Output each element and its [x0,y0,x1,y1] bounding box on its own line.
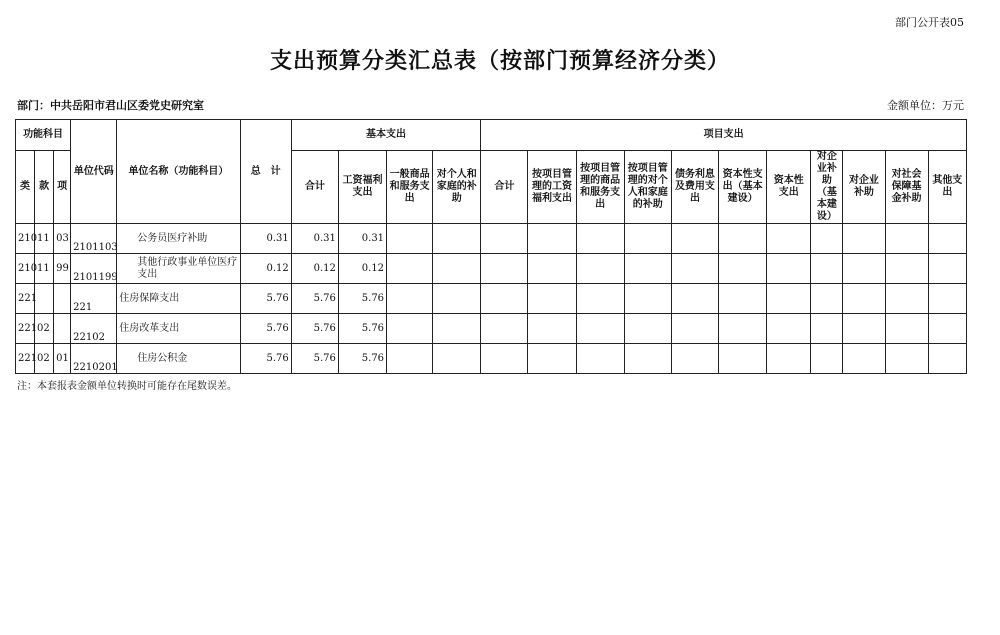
empty-cell [528,314,576,344]
empty-cell [928,224,966,254]
project-col-header: 对社会保障基金补助 [885,151,928,224]
empty-cell [576,344,624,374]
basic-total-cell: 0.31 [291,224,338,254]
empty-cell [719,224,767,254]
empty-cell [843,344,885,374]
lei-cell: 221 [16,314,35,344]
empty-cell [767,344,811,374]
total-cell: 5.76 [240,314,291,344]
total-header: 总 计 [240,120,291,224]
empty-cell [928,314,966,344]
amount-unit-label: 金额单位：万元 [887,99,964,112]
unit-name-cell: 公务员医疗补助 [117,224,240,254]
empty-cell [528,254,576,284]
total-cell: 0.12 [240,254,291,284]
empty-cell [387,344,433,374]
lei-header: 类 [16,151,35,224]
project-col-header: 合计 [481,151,528,224]
project-col-header: 按项目管理的工资福利支出 [528,151,576,224]
basic-col-header: 一般商品和服务支出 [387,151,433,224]
empty-cell [843,224,885,254]
unit-name-header: 单位名称（功能科目） [117,120,240,224]
empty-cell [528,284,576,314]
total-cell: 5.76 [240,284,291,314]
empty-cell [481,284,528,314]
unit-code-cell: 2101103 [71,224,117,254]
empty-cell [624,314,671,344]
basic-col-header: 对个人和家庭的补助 [433,151,481,224]
empty-cell [671,314,718,344]
empty-cell [811,254,843,284]
func-subject-header: 功能科目 [16,120,71,151]
expenditure-table [15,119,967,374]
basic-col-header: 合计 [291,151,338,224]
lei-cell: 221 [16,344,35,374]
empty-cell [885,224,928,254]
empty-cell [811,314,843,344]
empty-cell [719,344,767,374]
total-cell: 0.31 [240,224,291,254]
department-label: 部门：中共岳阳市君山区委党史研究室 [17,99,204,112]
empty-cell [885,284,928,314]
empty-cell [719,314,767,344]
empty-cell [843,314,885,344]
empty-cell [928,344,966,374]
empty-cell [576,224,624,254]
xiang-cell [54,284,71,314]
project-col-header: 债务利息及费用支出 [671,151,718,224]
project-col-header: 资本性支出（基本建设） [719,151,767,224]
basic-total-cell: 5.76 [291,314,338,344]
empty-cell [767,314,811,344]
footnote: 注：本套报表金额单位转换时可能存在尾数误差。 [17,381,237,392]
form-number: 部门公开表05 [895,16,964,29]
table-row [16,344,967,374]
kuan-header: 款 [35,151,54,224]
kuan-cell [35,284,54,314]
empty-cell [671,254,718,284]
lei-cell: 210 [16,224,35,254]
empty-cell [811,344,843,374]
empty-cell [843,254,885,284]
project-col-header: 其他支出 [928,151,966,224]
project-col-header: 按项目管理的商品和服务支出 [576,151,624,224]
unit-code-cell: 2101199 [71,254,117,284]
total-cell: 5.76 [240,344,291,374]
basic-total-cell: 5.76 [291,284,338,314]
unit-code-header: 单位代码 [71,120,117,224]
project-expenditure-header: 项目支出 [481,120,967,151]
empty-cell [928,284,966,314]
empty-cell [433,344,481,374]
lei-cell: 210 [16,254,35,284]
empty-cell [387,254,433,284]
unit-code-cell: 2210201 [71,344,117,374]
empty-cell [928,254,966,284]
kuan-cell: 11 [35,254,54,284]
empty-cell [576,314,624,344]
wage-cell: 5.76 [338,344,386,374]
wage-cell: 5.76 [338,284,386,314]
unit-name-cell: 其他行政事业单位医疗支出 [117,254,240,284]
project-col-header: 资本性支出 [767,151,811,224]
empty-cell [671,344,718,374]
table-row [16,254,967,284]
wage-cell: 5.76 [338,314,386,344]
empty-cell [843,284,885,314]
empty-cell [387,224,433,254]
empty-cell [719,284,767,314]
empty-cell [811,224,843,254]
empty-cell [885,254,928,284]
empty-cell [528,224,576,254]
empty-cell [624,344,671,374]
empty-cell [481,254,528,284]
project-col-header: 按项目管理的对个人和家庭的补助 [624,151,671,224]
empty-cell [576,254,624,284]
empty-cell [885,344,928,374]
empty-cell [528,344,576,374]
basic-expenditure-header: 基本支出 [291,120,481,151]
table-row [16,284,967,314]
empty-cell [624,224,671,254]
empty-cell [387,284,433,314]
empty-cell [433,284,481,314]
empty-cell [811,284,843,314]
kuan-cell: 02 [35,314,54,344]
empty-cell [481,344,528,374]
unit-name-cell: 住房公积金 [117,344,240,374]
unit-code-cell: 22102 [71,314,117,344]
table-row [16,224,967,254]
empty-cell [767,254,811,284]
project-col-header: 对企业补助 [843,151,885,224]
xiang-cell: 01 [54,344,71,374]
page-title: 支出预算分类汇总表（按部门预算经济分类） [269,49,730,74]
wage-cell: 0.31 [338,224,386,254]
basic-total-cell: 5.76 [291,344,338,374]
unit-code-cell: 221 [71,284,117,314]
empty-cell [719,254,767,284]
empty-cell [624,254,671,284]
xiang-header: 项 [54,151,71,224]
basic-total-cell: 0.12 [291,254,338,284]
empty-cell [767,224,811,254]
project-col-header: 对企业补助（基本建设） [811,151,843,224]
lei-cell: 221 [16,284,35,314]
empty-cell [671,284,718,314]
empty-cell [885,314,928,344]
empty-cell [387,314,433,344]
basic-col-header: 工资福利支出 [338,151,386,224]
kuan-cell: 11 [35,224,54,254]
unit-name-cell: 住房保障支出 [117,284,240,314]
xiang-cell [54,314,71,344]
empty-cell [624,284,671,314]
table-row [16,314,967,344]
empty-cell [433,224,481,254]
wage-cell: 0.12 [338,254,386,284]
empty-cell [481,224,528,254]
empty-cell [671,224,718,254]
empty-cell [576,284,624,314]
empty-cell [433,254,481,284]
xiang-cell: 99 [54,254,71,284]
xiang-cell: 03 [54,224,71,254]
kuan-cell: 02 [35,344,54,374]
empty-cell [481,314,528,344]
empty-cell [433,314,481,344]
unit-name-cell: 住房改革支出 [117,314,240,344]
empty-cell [767,284,811,314]
